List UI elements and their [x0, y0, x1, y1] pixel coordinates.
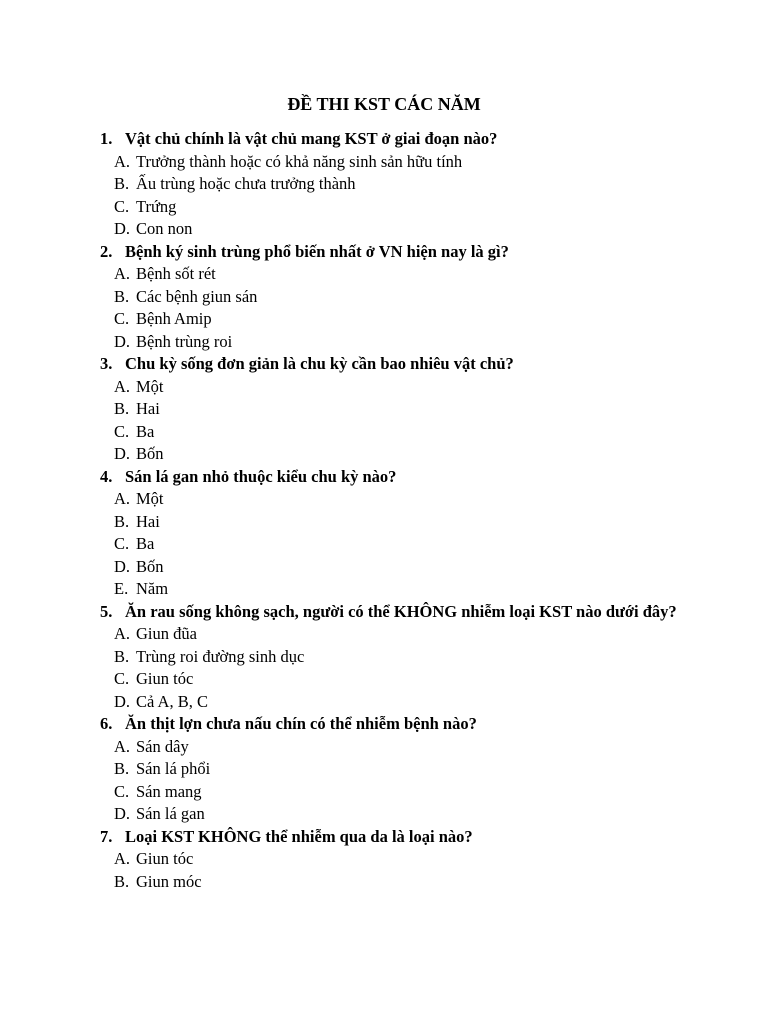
answer-option [100, 736, 700, 759]
option-text: Ba [136, 421, 155, 441]
option-text: Bốn [136, 444, 164, 463]
answer-option [100, 151, 700, 174]
question [100, 713, 700, 736]
option-text: Trùng roi đường sinh dục [136, 646, 305, 666]
answer-option [100, 848, 700, 871]
question-number: 2. [100, 241, 113, 261]
option-letter: C. [114, 781, 130, 801]
question-text: Loại KST KHÔNG thể nhiễm qua da là loại nào? [125, 826, 473, 846]
question [100, 353, 700, 376]
option-text: Trứng [136, 196, 177, 216]
option-letter: A. [114, 849, 131, 868]
option-text: Trưởng thành hoặc có khả năng sinh sản hữu tính [136, 151, 463, 171]
question [100, 128, 700, 151]
question-number: 1. [100, 129, 113, 148]
option-letter: C. [114, 421, 130, 441]
option-letter: B. [114, 511, 130, 531]
answer-option [100, 781, 700, 804]
option-letter: A. [114, 264, 131, 283]
question-text: Vật chủ chính là vật chủ mang KST ở giai đoạn nào? [125, 129, 498, 148]
question [100, 241, 700, 264]
option-letter: D. [114, 804, 131, 823]
option-text: Một [136, 489, 164, 508]
answer-option [100, 308, 700, 331]
option-letter: E. [114, 579, 129, 598]
option-text: Bốn [136, 556, 164, 576]
answer-option [100, 173, 700, 196]
option-letter: C. [114, 309, 130, 328]
option-text: Giun móc [136, 871, 202, 891]
answer-option [100, 421, 700, 444]
answer-option [100, 871, 700, 894]
answer-option [100, 758, 700, 781]
question [100, 826, 700, 849]
option-letter: A. [114, 624, 131, 643]
answer-option [100, 623, 700, 646]
question-text: Ăn rau sống không sạch, người có thể KHÔNG nhiễm loại KST nào dưới đây? [125, 601, 677, 621]
option-text: Sán lá phổi [136, 759, 211, 778]
option-text: Ba [136, 534, 155, 553]
option-text: Năm [136, 579, 169, 598]
option-text: Các bệnh giun sán [136, 286, 258, 306]
option-letter: A. [114, 376, 131, 396]
option-text: Giun đũa [136, 624, 197, 643]
option-letter: A. [114, 736, 131, 756]
option-letter: C. [114, 534, 130, 553]
option-text: Giun tóc [136, 669, 194, 688]
option-text: Ấu trùng hoặc chưa trưởng thành [136, 174, 356, 193]
option-letter: B. [114, 646, 130, 666]
answer-option [100, 556, 700, 579]
option-letter: C. [114, 196, 130, 216]
answer-option [100, 263, 700, 286]
option-text: Con non [136, 219, 193, 238]
answer-option [100, 691, 700, 714]
question-text: Sán lá gan nhỏ thuộc kiểu chu kỳ nào? [125, 466, 397, 486]
option-letter: D. [114, 331, 131, 351]
answer-option [100, 578, 700, 601]
option-text: Giun tóc [136, 849, 194, 868]
answer-option [100, 286, 700, 309]
option-text: Sán mang [136, 781, 202, 801]
question-text: Bệnh ký sinh trùng phổ biến nhất ở VN hiện nay là gì? [125, 241, 509, 261]
question-list [100, 128, 700, 893]
question-text: Chu kỳ sống đơn giản là chu kỳ cần bao nhiêu vật chủ? [125, 354, 514, 373]
option-text: Bệnh trùng roi [136, 331, 233, 351]
question-number: 5. [100, 601, 113, 621]
option-text: Hai [136, 399, 160, 418]
answer-option [100, 331, 700, 354]
option-letter: B. [114, 286, 130, 306]
option-letter: B. [114, 871, 130, 891]
answer-option [100, 196, 700, 219]
option-text: Sán lá gan [136, 804, 205, 823]
answer-option [100, 803, 700, 826]
question-text: Ăn thịt lợn chưa nấu chín có thể nhiễm bệnh nào? [125, 714, 477, 733]
answer-option [100, 376, 700, 399]
answer-option [100, 443, 700, 466]
answer-option [100, 533, 700, 556]
question [100, 601, 700, 624]
page-title: ĐỀ THI KST CÁC NĂM [287, 94, 481, 114]
question-number: 4. [100, 466, 113, 486]
option-letter: C. [114, 669, 130, 688]
question-number: 6. [100, 714, 113, 733]
option-letter: D. [114, 691, 131, 711]
option-text: Sán dây [136, 736, 189, 756]
option-text: Cả A, B, C [136, 691, 208, 711]
option-text: Hai [136, 511, 160, 531]
option-text: Bệnh sốt rét [136, 264, 216, 283]
option-text: Một [136, 376, 164, 396]
option-letter: A. [114, 151, 131, 171]
question-number: 7. [100, 826, 113, 846]
answer-option [100, 398, 700, 421]
answer-option [100, 646, 700, 669]
option-letter: B. [114, 174, 130, 193]
answer-option [100, 488, 700, 511]
question [100, 466, 700, 489]
answer-option [100, 668, 700, 691]
option-letter: B. [114, 759, 130, 778]
option-letter: D. [114, 219, 131, 238]
option-letter: A. [114, 489, 131, 508]
answer-option [100, 511, 700, 534]
option-letter: B. [114, 399, 130, 418]
question-number: 3. [100, 354, 113, 373]
option-text: Bệnh Amip [136, 309, 212, 328]
option-letter: D. [114, 556, 131, 576]
answer-option [100, 218, 700, 241]
option-letter: D. [114, 444, 131, 463]
